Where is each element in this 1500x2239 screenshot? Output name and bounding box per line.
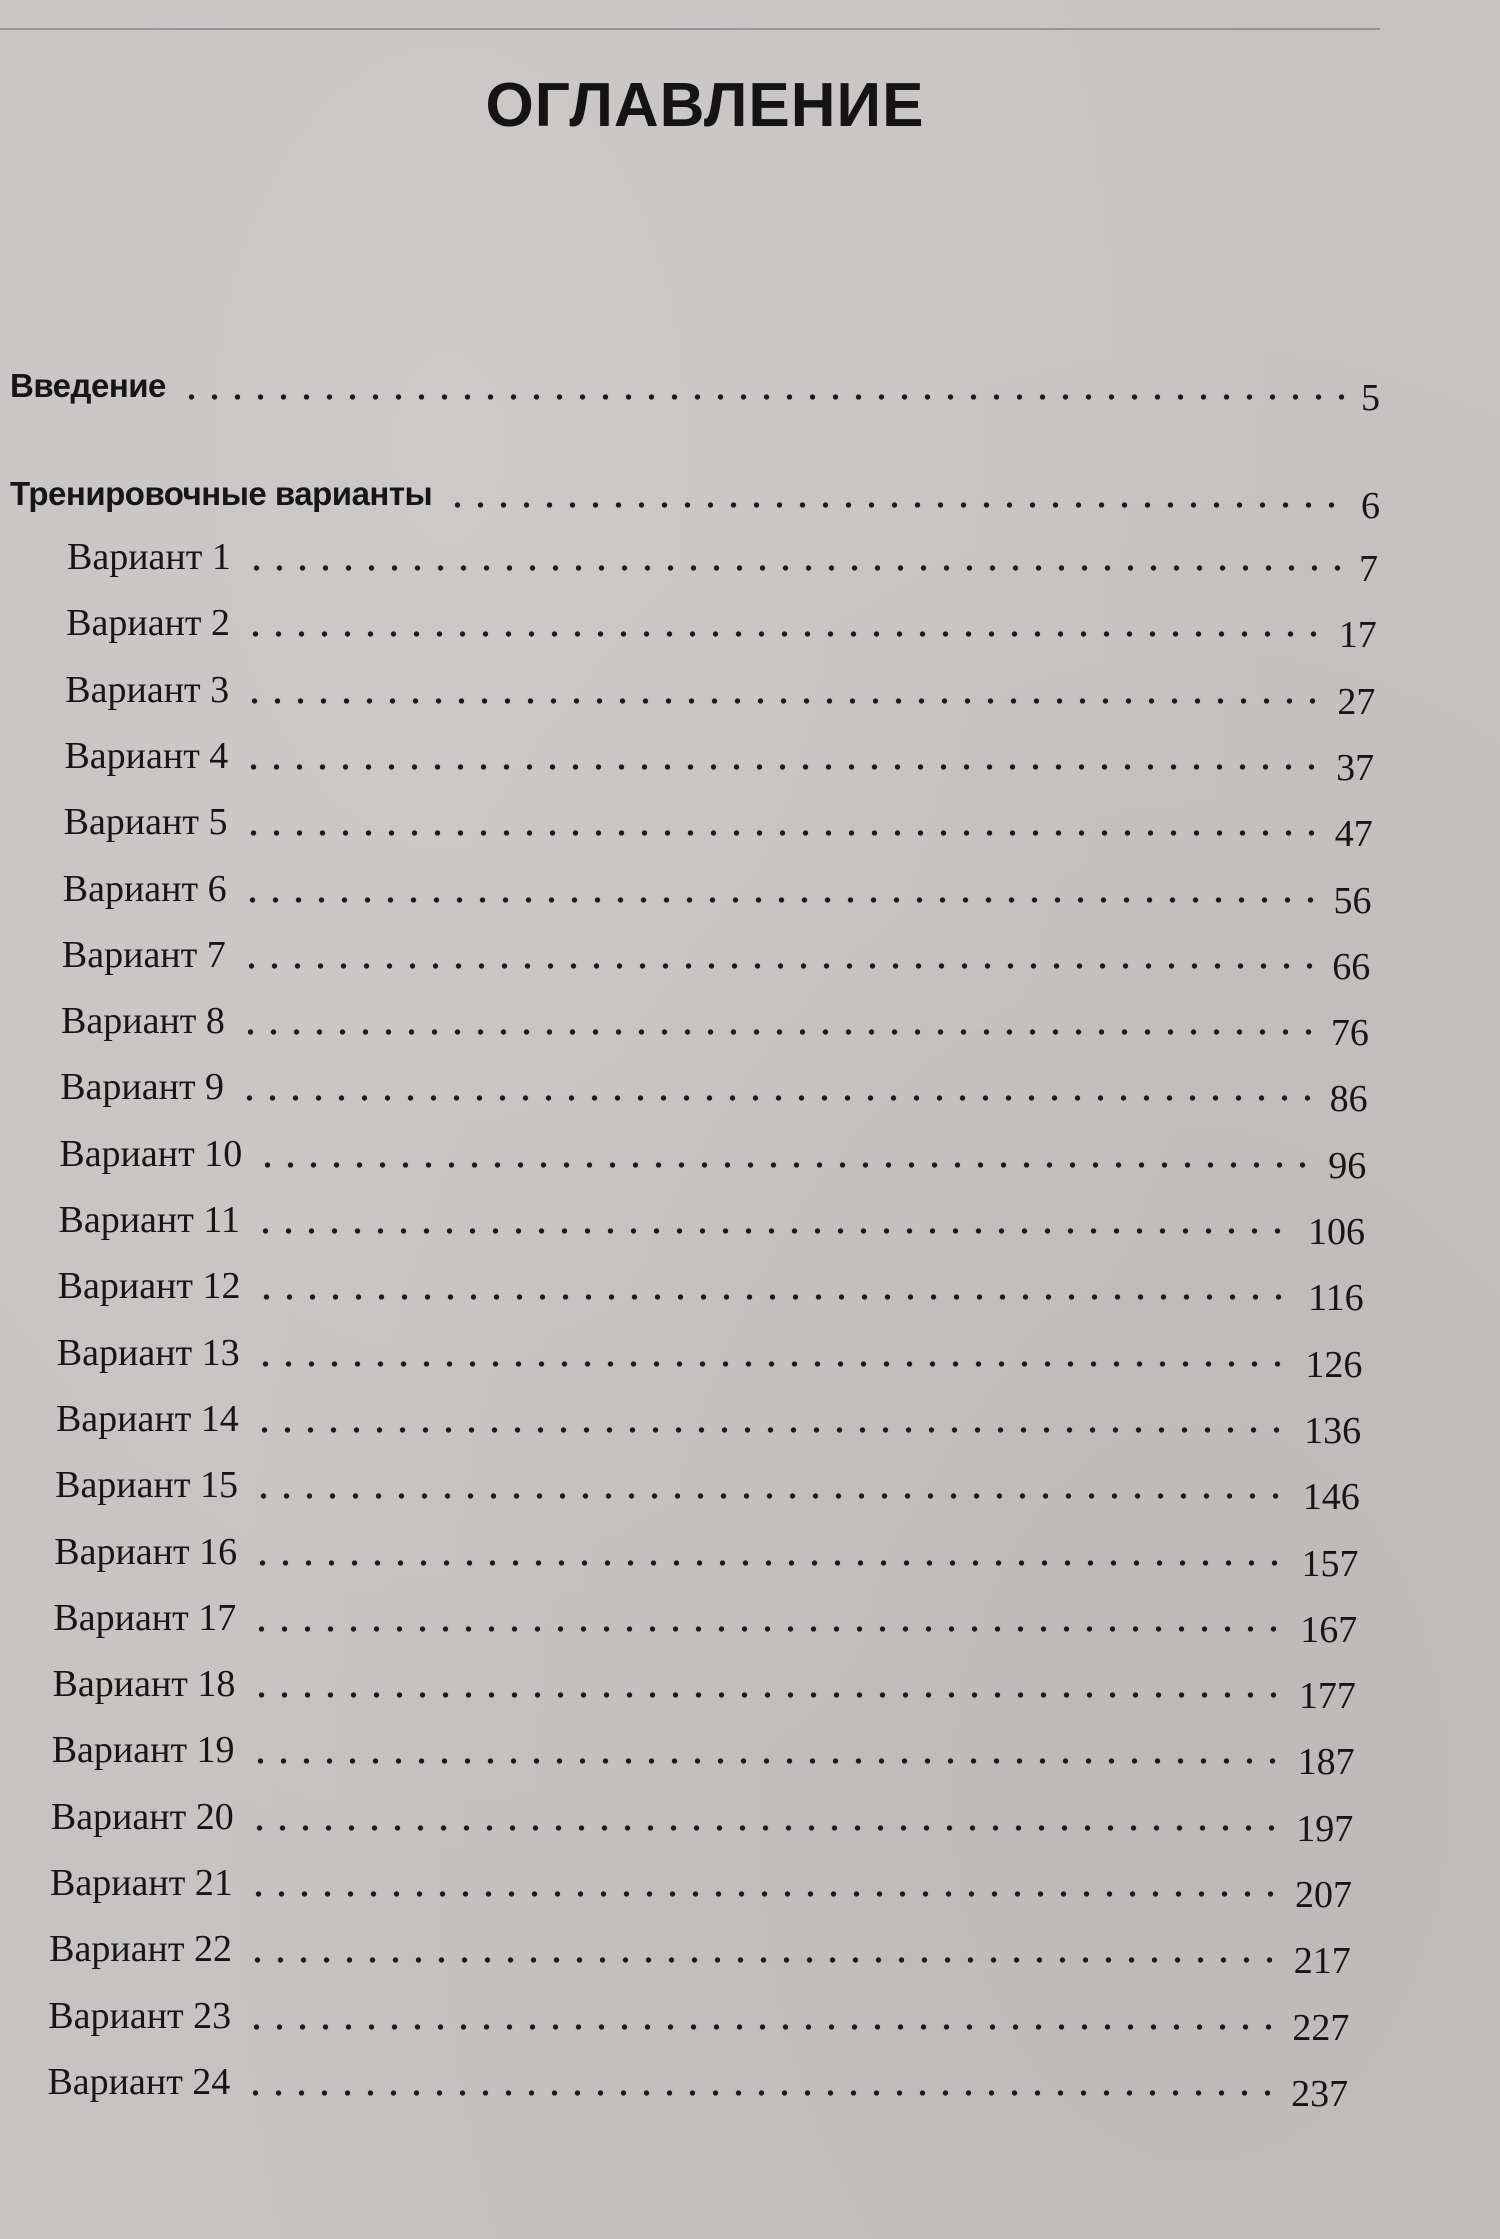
- toc-entry[interactable]: [0, 1528, 1359, 1588]
- dot-leader: [180, 393, 1347, 401]
- toc-entry[interactable]: [0, 1461, 1360, 1521]
- dot-leader: [242, 829, 1321, 837]
- toc-entry-label: Вариант 18: [52, 1663, 236, 1706]
- toc-entry-page-number: 146: [1302, 1476, 1360, 1519]
- toc-entry-label: Вариант 6: [62, 867, 227, 910]
- toc-entry-page-number: 76: [1330, 1012, 1369, 1055]
- toc-entry-label: Вариант 23: [48, 1994, 232, 2037]
- toc-entry-page-number: 106: [1308, 1211, 1365, 1253]
- toc-entry-page-number: 17: [1338, 614, 1377, 657]
- dot-leader: [254, 1360, 1291, 1368]
- toc-entry[interactable]: [0, 931, 1370, 991]
- toc-entry-page-number: 157: [1301, 1542, 1359, 1585]
- toc-entry-label: Вариант 22: [49, 1928, 232, 1971]
- dot-leader: [242, 763, 1322, 771]
- toc-entry-label: Вариант 10: [59, 1132, 243, 1175]
- toc-entry-label: Вариант 16: [54, 1530, 238, 1573]
- toc-entry[interactable]: [0, 798, 1373, 858]
- dot-leader: [247, 1890, 1281, 1898]
- toc-entry-page-number: 167: [1300, 1608, 1358, 1651]
- toc-entry-page-number: 217: [1293, 1940, 1351, 1983]
- page-title: ОГЛАВЛЕНИЕ: [485, 71, 925, 140]
- toc-entry[interactable]: [0, 1992, 1349, 2052]
- toc-entry-label: Вариант 15: [55, 1464, 238, 1507]
- toc-entry[interactable]: [0, 1925, 1351, 1985]
- toc-entry-label: Вариант 17: [53, 1596, 237, 1639]
- dot-leader: [253, 1426, 1290, 1434]
- dot-leader: [244, 2089, 1277, 2097]
- dot-leader: [245, 564, 1345, 572]
- dot-leader: [244, 630, 1325, 638]
- toc-entry[interactable]: [0, 1262, 1364, 1322]
- toc-entry[interactable]: [0, 1726, 1355, 1786]
- toc-entry[interactable]: [0, 599, 1377, 659]
- toc-entry-label: Вариант 24: [47, 2060, 231, 2103]
- toc-entry-page-number: 136: [1304, 1409, 1362, 1452]
- toc-entry-page-number: 126: [1305, 1343, 1363, 1386]
- dot-leader: [251, 1559, 1288, 1567]
- toc-entry-label: Вариант 12: [57, 1265, 241, 1308]
- dot-leader: [250, 1625, 1286, 1633]
- toc-entry-page-number: 56: [1333, 879, 1372, 922]
- dot-leader: [248, 1824, 1282, 1832]
- toc-entry-label: Вариант 11: [58, 1199, 240, 1241]
- toc-entry-page-number: 66: [1332, 945, 1371, 988]
- toc-entry-label: Вариант 19: [51, 1729, 235, 1772]
- dot-leader: [446, 501, 1347, 509]
- toc-entry[interactable]: [0, 1130, 1366, 1190]
- dot-leader: [245, 2023, 1278, 2031]
- toc-entry[interactable]: [0, 865, 1372, 925]
- toc-entry[interactable]: [0, 362, 1380, 422]
- toc-entry[interactable]: [0, 1063, 1368, 1123]
- toc-entry-label: Вариант 5: [63, 801, 228, 844]
- toc-entry-label: Вариант 1: [67, 536, 231, 578]
- dot-leader: [249, 1757, 1284, 1765]
- toc-entry-label: Вариант 21: [50, 1862, 233, 1904]
- toc-entry-label: Вариант 14: [55, 1397, 239, 1440]
- toc-entry-page-number: 197: [1296, 1807, 1354, 1850]
- dot-leader: [255, 1293, 1294, 1301]
- dot-leader: [240, 962, 1318, 970]
- toc-entry-label: Вариант 2: [66, 602, 230, 645]
- toc-entry-label: Вариант 13: [56, 1331, 240, 1374]
- toc-entry-label: Вариант 7: [61, 933, 226, 976]
- toc-entry[interactable]: [0, 533, 1378, 593]
- toc-entry-page-number: 27: [1337, 680, 1376, 723]
- toc-entry-label: Вариант 20: [50, 1795, 234, 1838]
- toc-entry-label: Вариант 4: [64, 734, 229, 777]
- toc-entry-page-number: 96: [1328, 1144, 1367, 1187]
- toc-entry-page-number: 5: [1361, 377, 1380, 419]
- toc-entry[interactable]: [0, 1859, 1352, 1919]
- toc-entry[interactable]: [0, 997, 1369, 1057]
- toc-entry[interactable]: [0, 1329, 1362, 1389]
- toc-entry[interactable]: [0, 1793, 1353, 1853]
- toc-entry-page-number: 227: [1292, 2006, 1350, 2049]
- toc-entry[interactable]: [0, 732, 1374, 792]
- toc-entry-label: Тренировочные варианты: [10, 475, 433, 512]
- toc-entry-label: Введение: [10, 367, 166, 404]
- toc-entry-page-number: 6: [1361, 485, 1380, 527]
- toc-entry-page-number: 187: [1297, 1741, 1355, 1784]
- toc-entry-page-number: 207: [1295, 1874, 1352, 1916]
- dot-leader: [241, 896, 1320, 904]
- dot-leader: [246, 1956, 1280, 1964]
- toc-entry-page-number: 37: [1336, 746, 1375, 789]
- toc-entry-page-number: 116: [1308, 1277, 1364, 1320]
- dot-leader: [254, 1227, 1294, 1235]
- dot-leader: [238, 1094, 1316, 1102]
- dot-leader: [256, 1161, 1314, 1169]
- toc-entry[interactable]: [0, 1660, 1356, 1720]
- toc-entry-page-number: 86: [1329, 1078, 1368, 1121]
- toc-entry-label: Вариант 8: [61, 1000, 225, 1043]
- toc-entry[interactable]: [0, 2058, 1348, 2118]
- toc-entry[interactable]: [0, 666, 1375, 726]
- toc-entry[interactable]: [0, 1594, 1357, 1654]
- toc-entry-label: Вариант 9: [60, 1066, 225, 1109]
- toc-entry[interactable]: [0, 470, 1380, 530]
- toc-entry[interactable]: [0, 1395, 1361, 1455]
- toc-entry-page-number: 237: [1291, 2072, 1349, 2115]
- dot-leader: [252, 1492, 1289, 1500]
- dot-leader: [250, 1691, 1285, 1699]
- dot-leader: [239, 1028, 1317, 1036]
- toc-entry-label: Вариант 3: [65, 668, 230, 711]
- toc-entry-page-number: 7: [1359, 548, 1378, 590]
- toc-entry[interactable]: [0, 1196, 1365, 1256]
- toc-entry-page-number: 177: [1298, 1675, 1356, 1718]
- toc-entry-page-number: 47: [1334, 813, 1373, 856]
- dot-leader: [243, 697, 1323, 705]
